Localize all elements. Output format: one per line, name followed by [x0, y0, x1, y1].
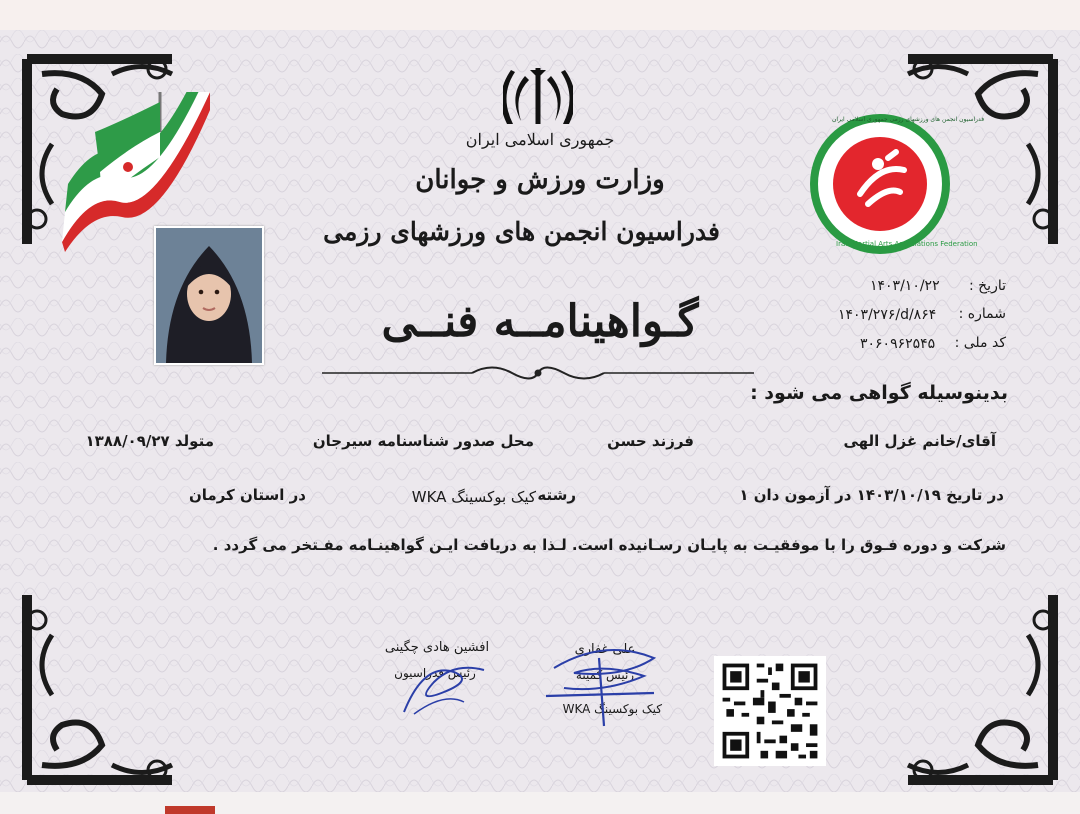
number-label: شماره : [958, 306, 1006, 322]
president-role: رئیس فدراسیون [394, 666, 476, 680]
title-divider [322, 362, 754, 384]
top-strip [0, 0, 1080, 30]
qr-code-icon [714, 656, 826, 766]
qr-code [714, 656, 826, 766]
field-value: کیک بوکسینگ WKA [411, 488, 536, 506]
bottom-strip [0, 792, 1080, 814]
committee-org: کیک بوکسینگ WKA [562, 702, 662, 716]
national-code-label: کد ملی : [954, 335, 1006, 351]
certificate [0, 30, 1080, 792]
president-name: افشین هادی چگینی [384, 640, 490, 655]
birth-date: متولد ۱۳۸۸/۰۹/۲۷ [85, 432, 214, 450]
holder-name: آقای/خانم غزل الهی [843, 432, 996, 450]
federation-logo-english: Iran Martial Arts Associations Federation [836, 240, 978, 248]
intro-text: بدینوسیله گواهی می شود : [750, 382, 1008, 404]
province: در استان کرمان [188, 486, 306, 504]
field-label: رشته [537, 486, 576, 504]
issue-place: محل صدور شناسنامه سیرجان [312, 432, 534, 450]
national-code-value: ۳۰۶۰۹۶۲۵۴۵ [860, 336, 936, 352]
exam-info: در تاریخ ۱۴۰۳/۱۰/۱۹ در آزمون دان ۱ [739, 486, 1004, 504]
date-value: ۱۴۰۳/۱۰/۲۲ [870, 278, 940, 294]
federation-logo-ring-text: فدراسیون انجمن های ورزشهای رزمی جمهوری اسلامی ایران [832, 116, 985, 123]
ministry-title: وزارت ورزش و جوانان [415, 165, 665, 195]
corner-ornament-bottom-left [22, 585, 212, 785]
number-value: ۱۴۰۳/۲۷۶/d/۸۶۴ [838, 307, 937, 323]
committee-head-role: رئیس کمیته [575, 668, 635, 682]
corner-ornament-bottom-right [868, 585, 1058, 785]
committee-head-name: علی غفاری [574, 642, 636, 657]
committee-head-signature [544, 638, 664, 728]
federation-title: فدراسیون انجمن های ورزشهای رزمی [323, 217, 720, 246]
student-photo [154, 226, 264, 365]
date-label: تاریخ : [968, 278, 1006, 294]
completion-sentence: شرکت و دوره فـوق را با موفقیـت به پایـان رسـانیده است. لـذا به دریافت ایـن گواهینـامه مفـتخر می گردد . [212, 536, 1006, 554]
republic-title: جمهوری اسلامی ایران [465, 130, 615, 149]
federation-logo [808, 112, 985, 256]
federation-logo-icon [808, 112, 952, 256]
president-signature [394, 652, 494, 718]
father-name: فرزند حسن [607, 432, 694, 450]
bottom-red-mark [165, 806, 215, 814]
iran-emblem-icon [503, 66, 573, 128]
certificate-title: گـواهینامــه فنــی [381, 296, 699, 347]
